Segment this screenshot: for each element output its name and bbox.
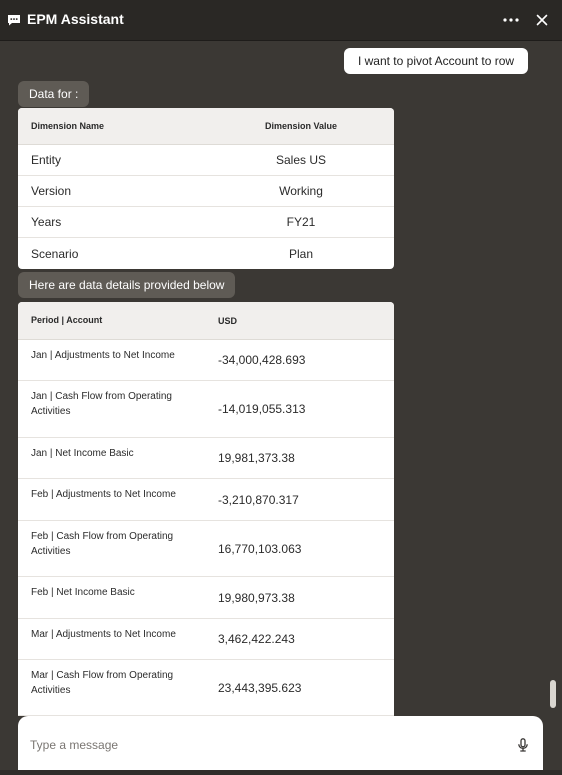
table-row — [18, 340, 394, 381]
column-header-usd: USD — [218, 315, 238, 326]
message-composer — [18, 716, 543, 773]
table-row — [18, 479, 394, 521]
table-row — [18, 238, 394, 269]
bot-message-data-details — [18, 272, 235, 298]
table-row — [18, 176, 394, 207]
assistant-header — [0, 0, 562, 41]
period-account-cell: Feb | Cash Flow from Operating Activities — [31, 531, 174, 557]
dimension-value-cell: Plan — [288, 246, 314, 261]
bot-message-text: Here are data details provided below — [29, 278, 225, 292]
usd-value-cell: -34,000,428.693 — [218, 353, 306, 367]
pov-table-header — [18, 108, 394, 145]
period-account-cell: Mar | Cash Flow from Operating Activities — [31, 670, 174, 696]
table-row — [18, 145, 394, 176]
user-message — [344, 48, 528, 74]
chat-scrollbar[interactable] — [546, 41, 560, 716]
table-row — [18, 207, 394, 238]
bot-message-text: Data for : — [29, 87, 79, 101]
table-row — [18, 381, 394, 438]
dimension-name-cell: Scenario — [31, 246, 79, 261]
table-row — [18, 660, 394, 716]
period-account-cell: Jan | Net Income Basic — [31, 448, 134, 459]
dimension-value-cell: FY21 — [286, 215, 316, 229]
more-horizontal-icon[interactable] — [502, 17, 520, 23]
usd-value-cell: 19,981,373.38 — [218, 451, 295, 465]
pov-table — [18, 108, 394, 269]
column-header-period-account: Period | Account — [31, 315, 103, 325]
assistant-title: EPM Assistant — [27, 11, 124, 27]
user-message-text: I want to pivot Account to row — [357, 54, 515, 68]
period-account-cell: Jan | Adjustments to Net Income — [31, 350, 175, 361]
bot-message-data-for — [18, 81, 89, 107]
period-account-cell: Feb | Adjustments to Net Income — [31, 489, 176, 500]
usd-value-cell: 3,462,422.243 — [218, 632, 295, 646]
chat-bubble-icon — [7, 14, 21, 26]
usd-value-cell: -3,210,870.317 — [218, 492, 299, 507]
window-bottom-edge — [0, 770, 562, 775]
data-table — [18, 302, 394, 716]
message-input[interactable] — [30, 735, 490, 755]
usd-value-cell: 23,443,395.623 — [218, 680, 302, 695]
period-account-cell: Mar | Adjustments to Net Income — [31, 629, 176, 640]
dimension-name-cell: Version — [31, 184, 72, 198]
period-account-cell: Jan | Cash Flow from Operating Activities — [31, 391, 172, 417]
table-row — [18, 619, 394, 660]
dimension-value-cell: Working — [279, 184, 323, 198]
usd-value-cell: -14,019,055.313 — [218, 402, 306, 416]
table-row — [18, 438, 394, 479]
table-row — [18, 577, 394, 619]
period-account-cell: Feb | Net Income Basic — [31, 587, 135, 598]
usd-value-cell: 19,980,973.38 — [218, 590, 295, 605]
column-header-dimension-value: Dimension Value — [264, 121, 338, 131]
data-table-header — [18, 302, 394, 340]
scrollbar-thumb[interactable] — [550, 680, 556, 708]
usd-value-cell: 16,770,103.063 — [218, 541, 302, 556]
dimension-value-cell: Sales US — [275, 153, 327, 167]
microphone-icon[interactable] — [517, 738, 529, 752]
dimension-name-cell: Entity — [31, 153, 62, 167]
table-row — [18, 521, 394, 577]
dimension-name-cell: Years — [31, 215, 62, 229]
column-header-dimension-name: Dimension Name — [31, 121, 105, 131]
close-icon[interactable] — [536, 14, 548, 26]
